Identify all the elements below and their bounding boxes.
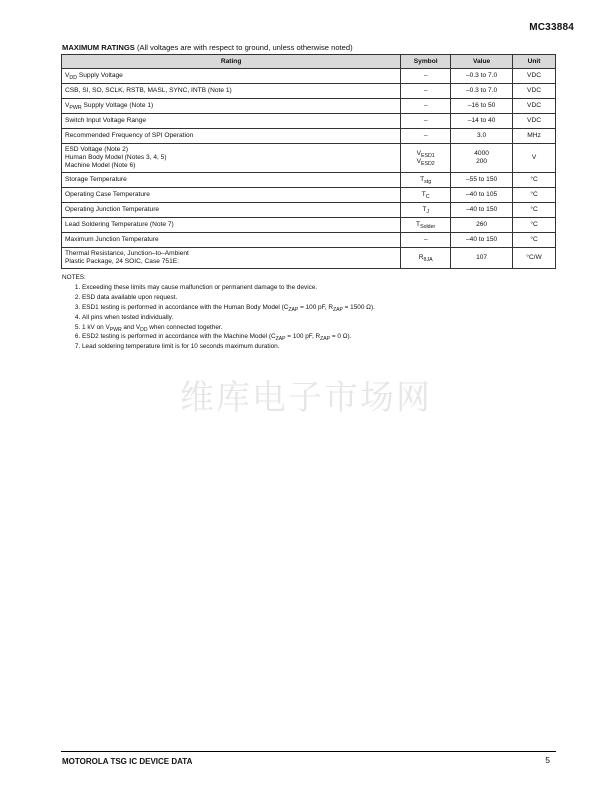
unit-cell: °C/W [513, 247, 556, 268]
value-cell: –40 to 105 [451, 187, 513, 202]
notes-title: NOTES: [62, 274, 86, 281]
value-cell: 4000 200 [451, 144, 513, 173]
section-title-note: (All voltages are with respect to ground, unless otherwise noted) [134, 43, 353, 52]
symbol-cell: – [401, 99, 451, 114]
rating-cell: Operating Junction Temperature [62, 202, 401, 217]
symbol-cell: – [401, 114, 451, 129]
symbol-cell: $T_C$ [401, 187, 451, 202]
unit-cell: MHz [513, 129, 556, 144]
rating-cell: Storage Temperature [62, 172, 401, 187]
header-unit: Unit [513, 55, 556, 69]
value-cell: 3.0 [451, 129, 513, 144]
table-row [62, 69, 556, 84]
table-row [62, 232, 556, 247]
header-symbol: Symbol [401, 55, 451, 69]
unit-cell: °C [513, 202, 556, 217]
value-cell: 260 [451, 217, 513, 232]
value-cell: –0.3 to 7.0 [451, 69, 513, 84]
symbol-cell: – [401, 129, 451, 144]
table-row [62, 202, 556, 217]
symbol-cell: $T_{stg}$ [401, 172, 451, 187]
note-item: 4. All pins when tested individually. [82, 313, 375, 323]
header-rating: Rating [62, 55, 401, 69]
table-row [62, 84, 556, 99]
table-row [62, 99, 556, 114]
note-item: 3. ESD1 testing is performed in accordance with the Human Body Model ($C_{ZAP} = 100$ pF, $R_{ZAP} = 1500$ Ω). [82, 303, 375, 313]
unit-cell: VDC [513, 99, 556, 114]
footer-rule [61, 751, 556, 752]
watermark: 维库电子市场网 [180, 378, 432, 418]
symbol-cell: $R_{\theta JA}$ [401, 247, 451, 268]
rating-cell: $V_{DD}$ Supply Voltage [62, 69, 401, 84]
page-number: 5 [545, 755, 550, 765]
rating-cell: Lead Soldering Temperature (Note 7) [62, 217, 401, 232]
value-cell: –14 to 40 [451, 114, 513, 129]
table-row [62, 187, 556, 202]
unit-cell: VDC [513, 69, 556, 84]
part-number: MC33884 [529, 22, 574, 33]
unit-cell: °C [513, 232, 556, 247]
note-item: 6. ESD2 testing is performed in accordance with the Machine Model ($C_{ZAP} = 100$ pF, $R_{ZAP} = 0$ Ω). [82, 332, 375, 342]
table-row [62, 247, 556, 268]
rating-cell: Recommended Frequency of SPI Operation [62, 129, 401, 144]
value-cell: –40 to 150 [451, 232, 513, 247]
table-body [62, 69, 556, 269]
notes-list [62, 283, 375, 352]
value-cell: –55 to 150 [451, 172, 513, 187]
rating-cell: Switch Input Voltage Range [62, 114, 401, 129]
symbol-cell: – [401, 232, 451, 247]
rating-cell: CSB, SI, SO, SCLK, RSTB, MASL, SYNC, INTB (Note 1) [62, 84, 401, 99]
unit-cell: °C [513, 187, 556, 202]
symbol-cell: – [401, 69, 451, 84]
unit-cell: V [513, 144, 556, 173]
symbol-cell: – [401, 84, 451, 99]
section-title-bold: MAXIMUM RATINGS [62, 43, 135, 52]
maximum-ratings-table [61, 54, 556, 269]
table-header-row [62, 55, 556, 69]
table-row [62, 114, 556, 129]
value-cell: –40 to 150 [451, 202, 513, 217]
rating-cell: Thermal Resistance, Junction–to–Ambient Plastic Package, 24 SOIC, Case 751E: [62, 247, 401, 268]
value-cell: –16 to 50 [451, 99, 513, 114]
rating-cell: ESD Voltage (Note 2) Human Body Model (Notes 3, 4, 5) Machine Model (Note 6) [62, 144, 401, 173]
table-row [62, 172, 556, 187]
table-row [62, 217, 556, 232]
symbol-cell: $T_{Solder}$ [401, 217, 451, 232]
note-item: 7. Lead soldering temperature limit is for 10 seconds maximum duration. [82, 342, 375, 352]
footer-title: MOTOROLA TSG IC DEVICE DATA [62, 757, 193, 766]
note-item: 1. Exceeding these limits may cause malfunction or permanent damage to the device. [82, 283, 375, 293]
unit-cell: °C [513, 217, 556, 232]
value-cell: –0.3 to 7.0 [451, 84, 513, 99]
rating-cell: Maximum Junction Temperature [62, 232, 401, 247]
symbol-cell: $T_J$ [401, 202, 451, 217]
notes-section [62, 273, 375, 352]
note-item: 5. 1 kV on $V_{PWR}$ and $V_{DD}$ when connected together. [82, 323, 375, 333]
symbol-cell: $V_{ESD1}$ $V_{ESD2}$ [401, 144, 451, 173]
section-title [62, 43, 353, 52]
unit-cell: °C [513, 172, 556, 187]
unit-cell: VDC [513, 84, 556, 99]
header-value: Value [451, 55, 513, 69]
table-row [62, 144, 556, 173]
note-item: 2. ESD data available upon request. [82, 293, 375, 303]
rating-cell: Operating Case Temperature [62, 187, 401, 202]
value-cell: 107 [451, 247, 513, 268]
table-row [62, 129, 556, 144]
rating-cell: $V_{PWR}$ Supply Voltage (Note 1) [62, 99, 401, 114]
unit-cell: VDC [513, 114, 556, 129]
